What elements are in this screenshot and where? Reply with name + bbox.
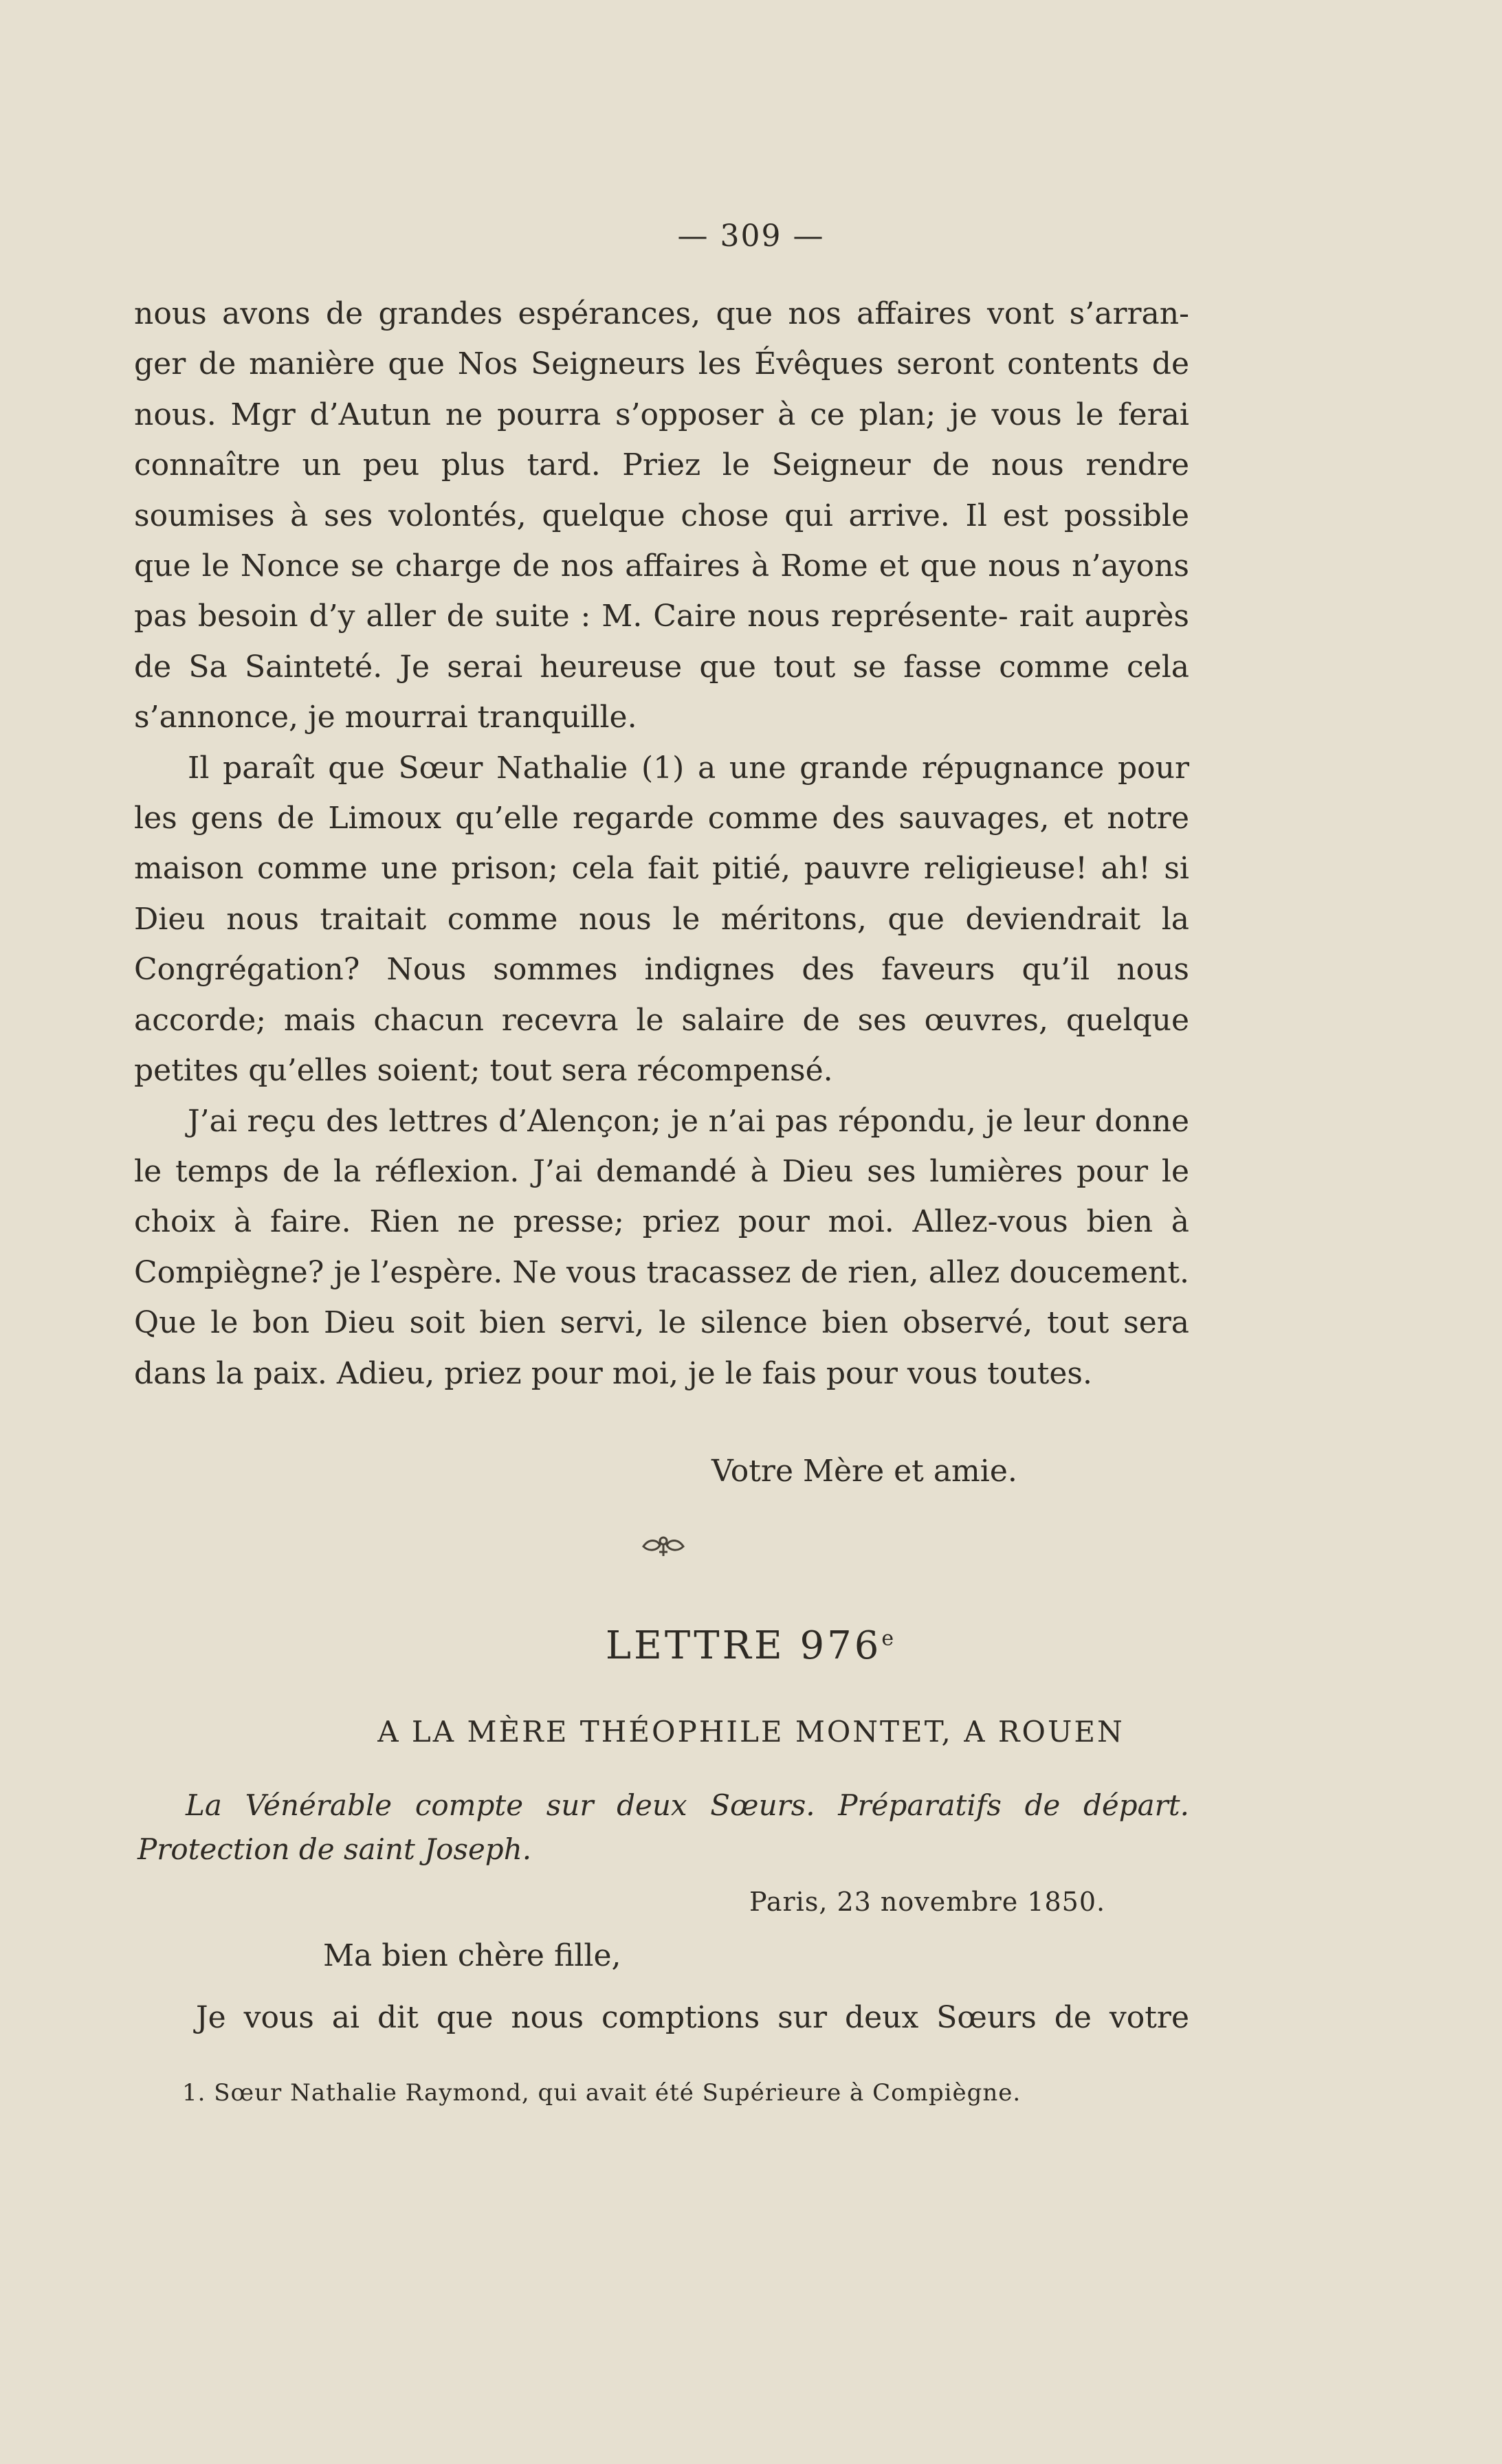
page-number: — 309 — [677,219,825,254]
signoff: Votre Mère et amie. [711,1454,1017,1489]
letter-title-suffix: e [881,1626,897,1651]
body-text [134,289,1189,1399]
letter-summary [137,1784,1189,1872]
summary-line-1: La Vénérable compte sur deux Sœurs. Préparatifs de départ. [186,1788,1189,1822]
letter-title-text: LETTRE 976 [605,1623,882,1668]
letter-opening: Je vous ai dit que nous comptions sur deux Sœurs de votre [196,2000,1189,2035]
paragraph-3: J’ai reçu des lettres d’Alençon; je n’ai pas répondu, je leur donne le temps de la réflexion. J’ai demandé à Dieu ses lumières pour le choix à faire. Rien ne presse; priez pour moi. Allez-vous bien à Compiègne? je l’espère. Ne vous tracassez de rien, allez doucement. Que le bon Dieu soit bien servi, le silence bien observé, tout sera dans la paix. Adieu, priez pour moi, je le fais pour vous toutes. [134,1103,1189,1391]
salutation: Ma bien chère fille, [323,1938,621,1973]
letter-recipient: A LA MÈRE THÉOPHILE MONTET, A ROUEN [377,1715,1125,1749]
ornament-icon [639,1533,687,1560]
summary-line-2: Protection de saint Joseph. [137,1832,532,1866]
footnote: 1. Sœur Nathalie Raymond, qui avait été Supérieure à Compiègne. [182,2079,1021,2107]
paragraph-2: Il paraît que Sœur Nathalie (1) a une grande répugnance pour les gens de Limoux qu’elle regarde comme des sauvages, et notre maison comme une prison; cela fait pitié, pauvre religieuse! ah! si Dieu nous traitait comme nous le méritons, que deviendrait la Congrégation? Nous sommes indignes des faveurs qu’il nous accorde; mais chacun recevra le salaire de ses œuvres, quelque petites qu’elles soient; tout sera récompensé. [134,750,1189,1089]
dateline: Paris, 23 novembre 1850. [749,1887,1106,1917]
paragraph-1: nous avons de grandes espérances, que nos affaires vont s’arran- ger de manière que Nos Seigneurs les Évêques seront contents de nous. Mgr d’Autun ne pourra s’opposer à ce plan; je vous le ferai connaître un peu plus tard. Priez le Seigneur de nous rendre soumises à ses volontés, quelque chose qui arrive. Il est possible que le Nonce se charge de nos affaires à Rome et que nous n’ayons pas besoin d’y aller de suite : M. Caire nous représente- rait auprès de Sa Sainteté. Je serai heureuse que tout se fasse comme cela s’annonce, je mourrai tranquille. [134,296,1189,735]
letter-title [0,1623,1502,1668]
